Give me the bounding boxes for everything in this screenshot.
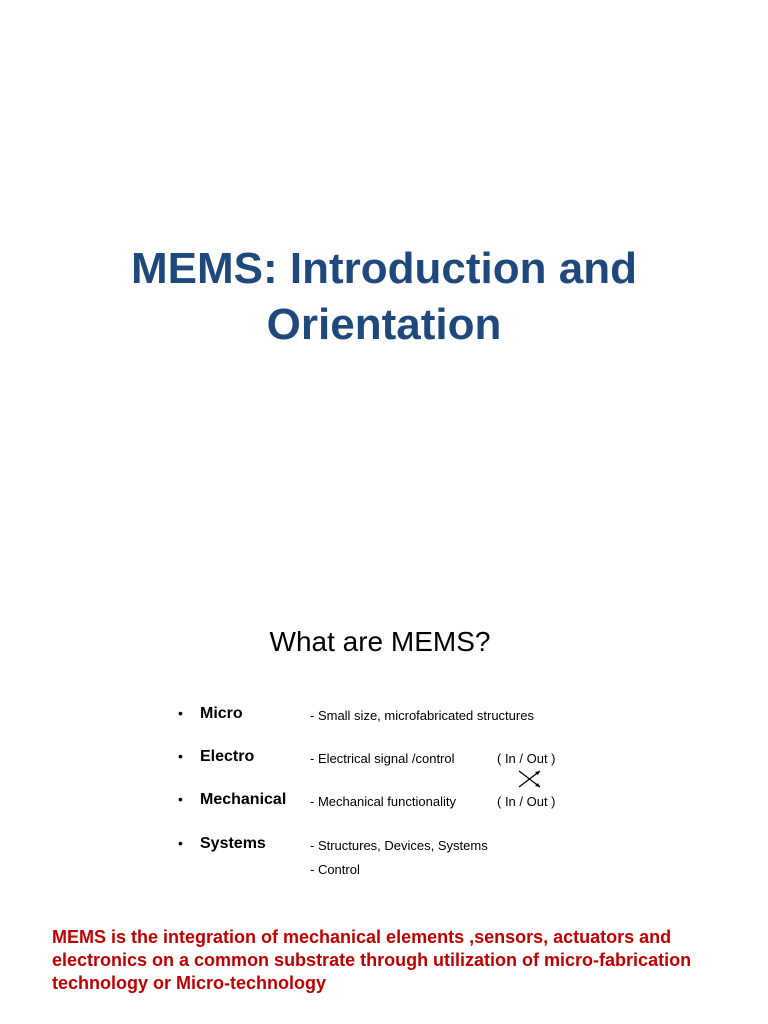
- term-micro: Micro: [200, 705, 243, 722]
- slide-title: [0, 241, 768, 353]
- term-mechanical: Mechanical: [200, 791, 287, 808]
- list-item-micro: [0, 705, 768, 729]
- description-systems: - Structures, Devices, Systems: [310, 838, 488, 853]
- description-systems-control: - Control: [310, 862, 360, 877]
- slide-title-line-1: MEMS: Introduction and: [131, 244, 637, 294]
- list-item-mechanical: [0, 791, 768, 815]
- bullet-marker: •: [178, 791, 183, 807]
- io-label-electro: ( In / Out ): [497, 751, 556, 766]
- definition-prefix: MEMS: [52, 927, 106, 947]
- list-item-systems: [0, 835, 768, 859]
- crossed-arrows-icon: [517, 769, 543, 789]
- description-micro: - Small size, microfabricated structures: [310, 708, 534, 723]
- slide-title-line-2: Orientation: [266, 300, 502, 350]
- section-heading: What are MEMS?: [269, 626, 491, 657]
- bullet-marker: •: [178, 705, 183, 721]
- term-systems: Systems: [200, 835, 266, 852]
- definition-text: is the integration of mechanical elements ,sensors, actuators and electronics on a common substrate through utilization of micro-fabrication technology or Micro-technology: [52, 927, 692, 993]
- bullet-marker: •: [178, 835, 183, 851]
- term-electro: Electro: [200, 748, 255, 765]
- io-label-mechanical: ( In / Out ): [497, 794, 556, 809]
- description-electro: - Electrical signal /control: [310, 751, 455, 766]
- list-item-electro: [0, 748, 768, 772]
- bullet-marker: •: [178, 748, 183, 764]
- mems-definition: [52, 926, 732, 995]
- description-mechanical: - Mechanical functionality: [310, 794, 456, 809]
- list-item-systems-control: [0, 859, 768, 883]
